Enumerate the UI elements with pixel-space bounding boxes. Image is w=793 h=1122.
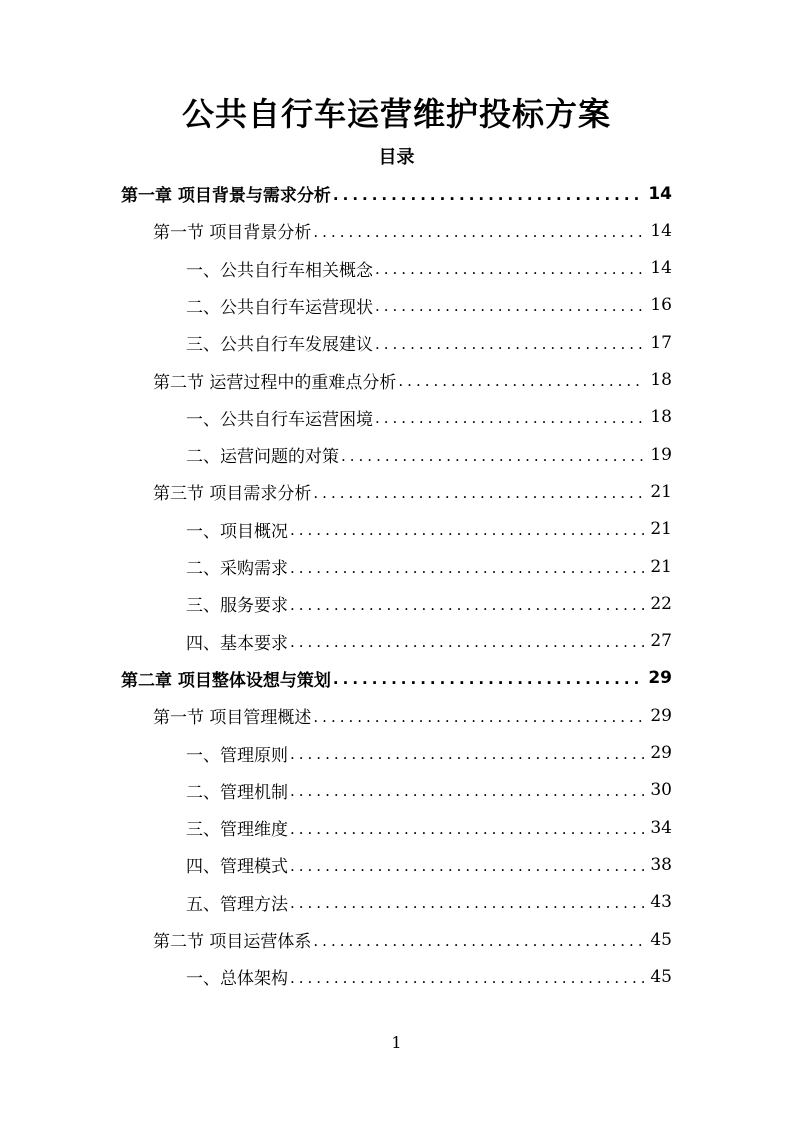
toc-entry[interactable] <box>153 362 672 399</box>
toc-leader-dots <box>290 594 644 614</box>
toc-leader-dots <box>375 258 644 278</box>
toc-entry-page: 34 <box>650 817 672 838</box>
toc-leader-dots <box>313 482 644 502</box>
toc-entry-label: 三、公共自行车发展建议 <box>186 335 373 356</box>
toc-leader-dots <box>290 855 644 875</box>
toc-entry-label: 四、基本要求 <box>186 633 288 654</box>
toc-entry[interactable] <box>186 511 672 548</box>
toc-entry-page: 18 <box>650 370 672 390</box>
toc-entry[interactable] <box>186 250 672 287</box>
toc-entry-page: 18 <box>650 407 672 428</box>
toc-entry[interactable] <box>186 772 672 809</box>
document-title: 公共自行车运营维护投标方案 <box>181 95 611 133</box>
toc-entry-page: 21 <box>650 481 672 502</box>
toc-entry[interactable] <box>186 735 672 772</box>
toc-entry[interactable] <box>186 287 672 324</box>
toc-entry-label: 第三节 项目需求分析 <box>153 484 312 505</box>
toc-entry[interactable] <box>186 623 672 660</box>
toc-entry-label: 五、管理方法 <box>186 894 288 915</box>
toc-leader-dots <box>341 445 644 465</box>
toc-entry-page: 21 <box>650 519 672 540</box>
toc-entry[interactable] <box>186 809 672 846</box>
toc-leader-dots <box>290 780 644 800</box>
toc-entry-page: 27 <box>650 631 672 652</box>
toc-leader-dots <box>290 557 644 577</box>
toc-entry-label: 三、服务要求 <box>186 596 288 617</box>
toc-entry-page: 29 <box>648 668 672 689</box>
toc-leader-dots <box>313 930 644 950</box>
toc-entry[interactable] <box>186 585 672 622</box>
toc-entry-page: 19 <box>650 444 672 465</box>
toc-entry-label: 二、采购需求 <box>186 559 288 579</box>
toc-entry[interactable] <box>186 884 672 921</box>
toc-leader-dots <box>290 743 644 763</box>
toc-entry-label: 第一章 项目背景与需求分析 <box>121 186 331 206</box>
toc-entry-label: 一、公共自行车运营困境 <box>186 409 373 430</box>
toc-entry-page: 38 <box>650 854 672 875</box>
toc-leader-dots <box>290 967 644 987</box>
toc-entry-page: 14 <box>648 183 672 204</box>
toc-entry-label: 二、公共自行车运营现状 <box>186 297 373 318</box>
toc-leader-dots <box>333 184 642 204</box>
toc-entry-label: 四、管理模式 <box>186 857 288 878</box>
toc-entry[interactable] <box>186 846 672 883</box>
toc-leader-dots <box>313 706 644 726</box>
toc-entry-label: 一、管理原则 <box>186 745 288 766</box>
toc-entry-page: 29 <box>650 705 672 726</box>
toc-entry-page: 30 <box>650 780 672 801</box>
toc-entry-label: 第二节 项目运营体系 <box>153 932 312 952</box>
toc-entry[interactable] <box>186 958 672 995</box>
toc-entry-page: 29 <box>650 743 672 763</box>
toc-entry[interactable] <box>153 697 672 734</box>
toc-entry-page: 16 <box>650 295 672 316</box>
toc-leader-dots <box>290 892 644 912</box>
toc-entry[interactable] <box>186 436 672 473</box>
toc-entry-label: 一、总体架构 <box>186 969 288 990</box>
toc-entry[interactable] <box>186 324 672 361</box>
toc-entry-label: 一、公共自行车相关概念 <box>186 260 373 281</box>
toc-entry-page: 45 <box>650 966 672 987</box>
toc-entry[interactable] <box>153 473 672 510</box>
toc-leader-dots <box>375 295 644 315</box>
toc-entry[interactable] <box>121 175 672 212</box>
toc-leader-dots <box>375 333 644 353</box>
toc-entry-page: 45 <box>650 929 672 950</box>
toc-entry-label: 二、运营问题的对策 <box>186 447 339 468</box>
toc-entry-label: 二、管理机制 <box>186 782 288 803</box>
toc-entry-label: 一、项目概况 <box>186 521 288 542</box>
toc-leader-dots <box>398 370 644 390</box>
toc-leader-dots <box>375 407 644 427</box>
toc-entry-page: 14 <box>650 258 672 279</box>
toc-leader-dots <box>290 519 644 539</box>
toc-entry[interactable] <box>186 399 672 436</box>
toc-entry-label: 第一节 项目背景分析 <box>153 223 312 244</box>
toc-entry-page: 17 <box>650 332 672 353</box>
toc-entry[interactable] <box>153 921 672 958</box>
toc-leader-dots <box>290 631 644 651</box>
toc-entry[interactable] <box>153 212 672 249</box>
toc-leader-dots <box>290 818 644 838</box>
toc-entry-page: 43 <box>650 892 672 913</box>
toc-entry[interactable] <box>121 660 672 697</box>
toc-leader-dots <box>333 668 642 688</box>
toc-heading: 目录 <box>378 147 415 168</box>
toc-leader-dots <box>313 221 644 241</box>
toc-entry[interactable] <box>186 548 672 585</box>
toc-entry-label: 三、管理维度 <box>186 820 288 841</box>
toc-entry-page: 21 <box>650 556 672 577</box>
toc-entry-page: 14 <box>650 220 672 241</box>
page-number: 1 <box>391 1033 402 1052</box>
toc-entry-label: 第一节 项目管理概述 <box>153 708 312 729</box>
toc-entry-page: 22 <box>650 593 672 614</box>
toc-entry-label: 第二章 项目整体设想与策划 <box>121 670 331 691</box>
toc-entry-label: 第二节 运营过程中的重难点分析 <box>153 372 397 393</box>
